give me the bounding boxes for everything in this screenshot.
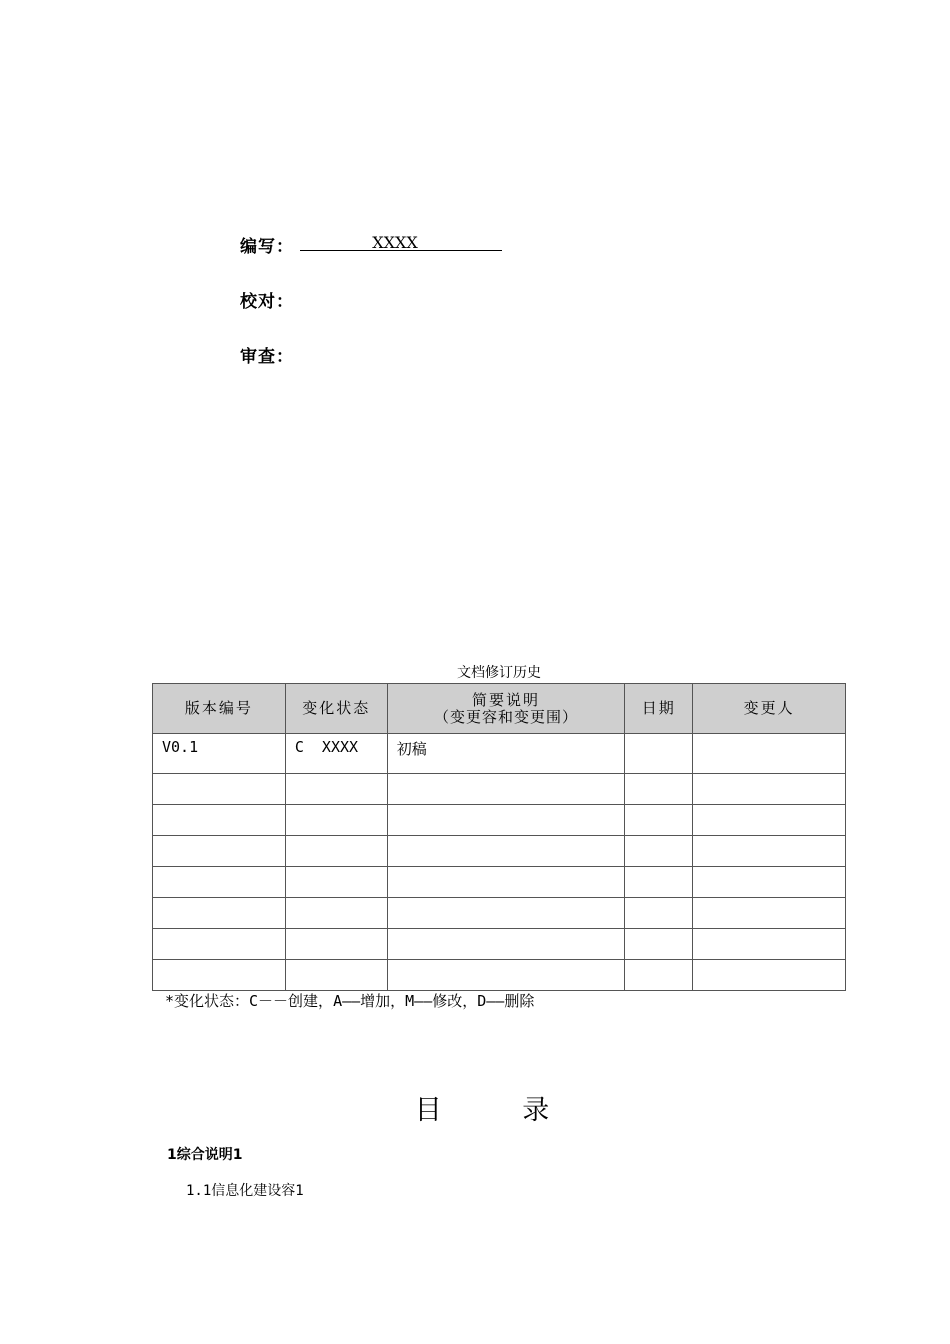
table-cell [387, 960, 625, 991]
table-cell [693, 836, 846, 867]
table-cell [625, 774, 693, 805]
table-cell [285, 960, 387, 991]
status-legend: *变化状态：C－－创建，A——增加，M——修改，D——删除 [165, 992, 535, 1010]
table-cell [153, 960, 286, 991]
table-cell [153, 867, 286, 898]
table-cell [153, 898, 286, 929]
header-status: 变化状态 [285, 684, 387, 734]
table-cell: C XXXX [285, 734, 387, 774]
table-header-row [153, 684, 846, 734]
table-cell [285, 929, 387, 960]
table-cell [285, 898, 387, 929]
table-row [153, 929, 846, 960]
table-cell [693, 774, 846, 805]
table-row [153, 898, 846, 929]
table-row [153, 734, 846, 774]
table-cell [625, 898, 693, 929]
table-cell [285, 805, 387, 836]
header-version: 版本编号 [153, 684, 286, 734]
table-cell [153, 774, 286, 805]
table-row [153, 867, 846, 898]
toc-title: 目 录 [414, 1095, 586, 1126]
author-label: 编写： [240, 237, 294, 257]
toc-entry-level2[interactable]: 1.1信息化建设容1 [186, 1183, 304, 1199]
header-changer: 变更人 [693, 684, 846, 734]
table-row [153, 805, 846, 836]
table-cell [285, 774, 387, 805]
table-row [153, 960, 846, 991]
table-row [153, 774, 846, 805]
table-cell [693, 805, 846, 836]
table-cell [693, 734, 846, 774]
table-cell [625, 929, 693, 960]
table-cell [153, 836, 286, 867]
revision-table-caption: 文档修订历史 [457, 665, 541, 681]
table-cell [693, 898, 846, 929]
review-label: 审查： [240, 347, 294, 367]
author-value: XXXX [372, 233, 418, 252]
table-cell [153, 929, 286, 960]
table-cell: V0.1 [153, 734, 286, 774]
table-row [153, 836, 846, 867]
proofread-label: 校对： [240, 292, 294, 312]
table-cell: 初稿 [387, 734, 625, 774]
table-cell [625, 734, 693, 774]
table-cell [625, 960, 693, 991]
table-cell [693, 929, 846, 960]
table-cell [693, 960, 846, 991]
author-field [300, 233, 502, 251]
table-cell [625, 836, 693, 867]
toc-entry-level1[interactable]: 1综合说明1 [167, 1147, 243, 1163]
table-cell [387, 774, 625, 805]
header-summary-line1: 简要说明 [472, 690, 541, 709]
header-summary [387, 684, 625, 734]
table-cell [693, 867, 846, 898]
table-cell [285, 836, 387, 867]
table-cell [387, 867, 625, 898]
table-cell [625, 805, 693, 836]
table-cell [387, 836, 625, 867]
table-cell [387, 929, 625, 960]
table-cell [153, 805, 286, 836]
header-summary-line2: （变更容和变更围） [434, 707, 579, 726]
table-cell [387, 805, 625, 836]
revision-history-table [152, 683, 846, 991]
header-date: 日期 [625, 684, 693, 734]
table-cell [625, 867, 693, 898]
table-cell [387, 898, 625, 929]
table-cell [285, 867, 387, 898]
